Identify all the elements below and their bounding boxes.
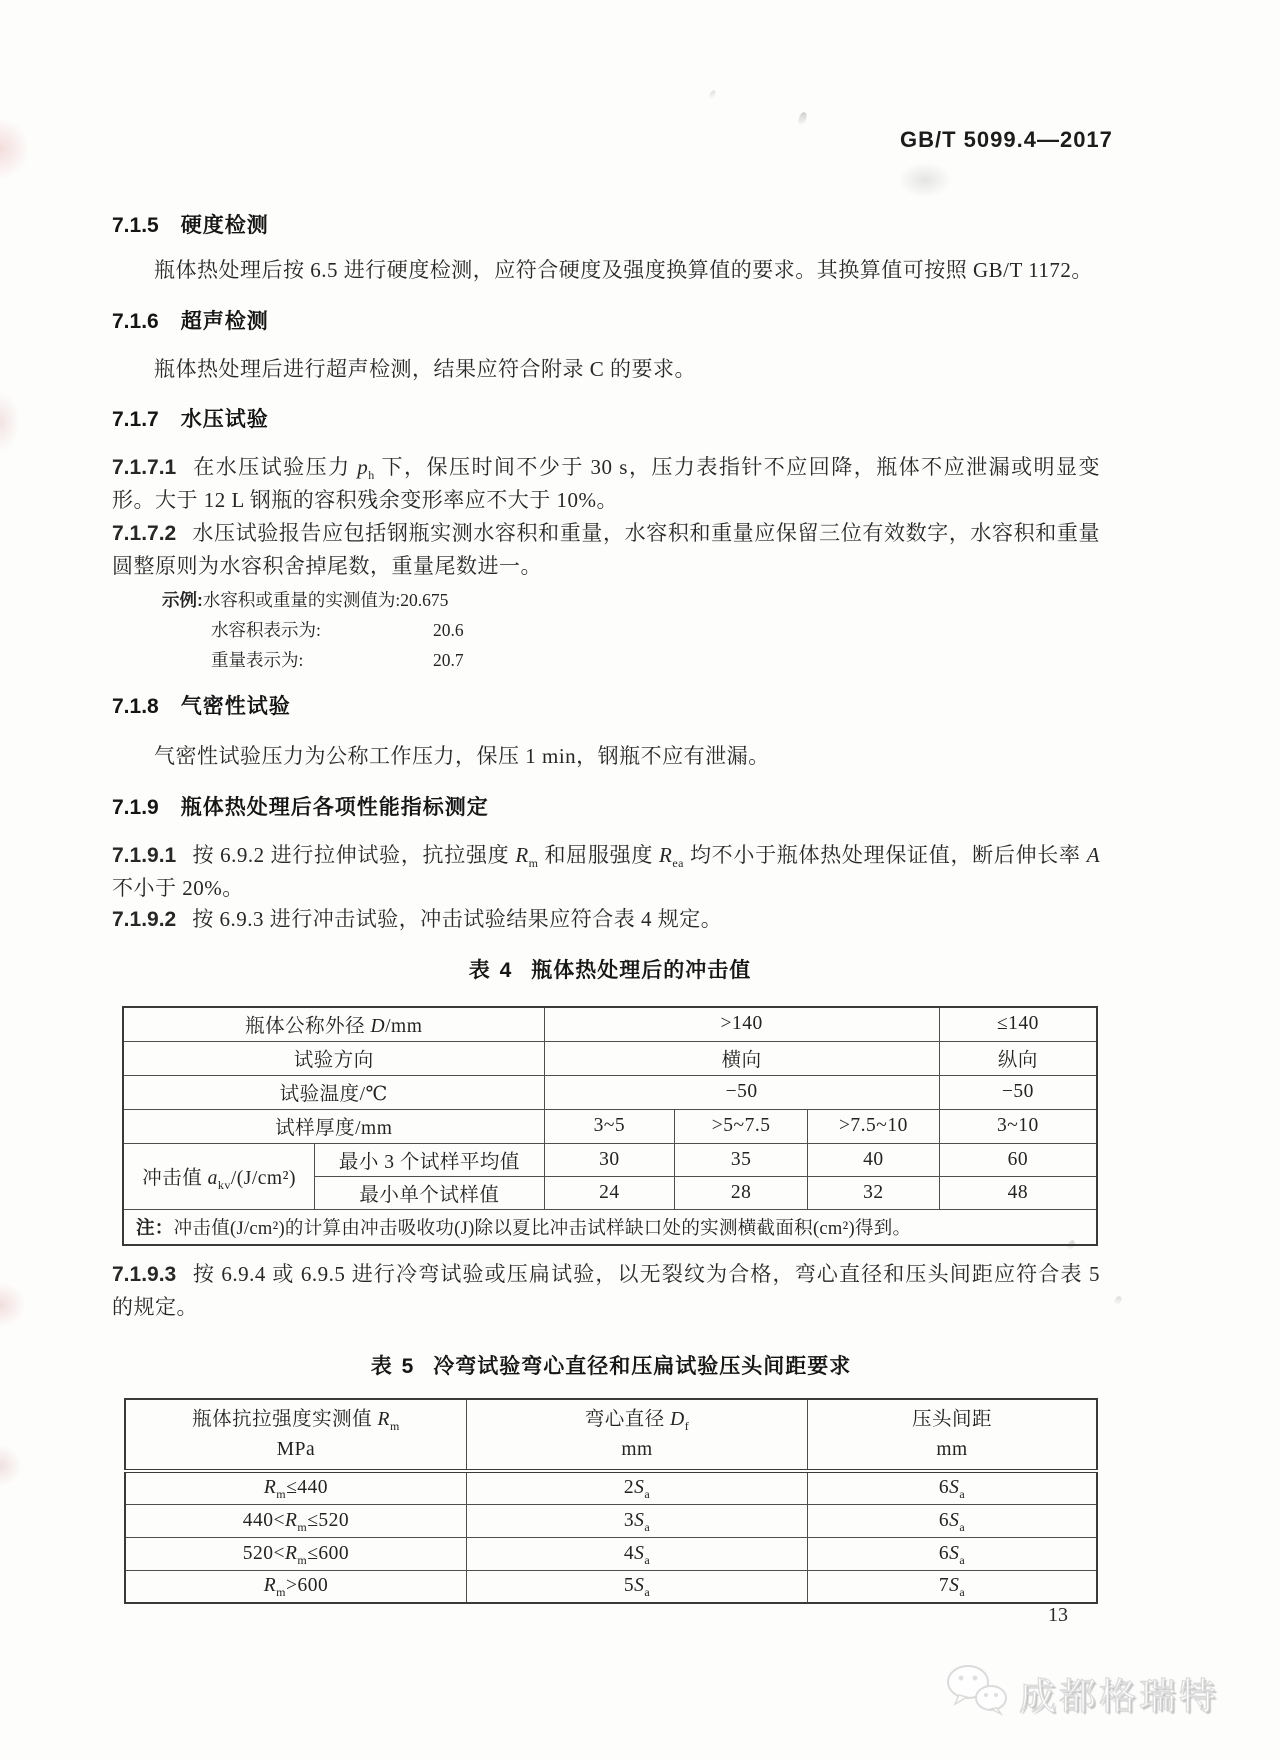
table-cell: 最小单个试样值 xyxy=(315,1176,544,1209)
table-4 xyxy=(122,1006,1098,1246)
clause-number: 7.1.7.2 xyxy=(112,522,177,545)
table-cell xyxy=(466,1399,807,1471)
symbol-italic: S xyxy=(634,1542,645,1564)
symbol-italic: A xyxy=(1086,843,1101,867)
paragraph-7-1-5 xyxy=(112,254,1100,286)
example-line xyxy=(112,585,1100,615)
scan-artifact xyxy=(0,1445,22,1487)
paragraph-text: 按 6.9.4 或 6.9.5 进行冷弯试验或压扁试验，以无裂纹为合格，弯心直径和压头间距应符合表 5 的规定。 xyxy=(112,1262,1100,1319)
paragraph-text: 在水压试验压力 xyxy=(192,455,358,479)
watermark-text: 成都格瑞特 xyxy=(1019,1676,1219,1718)
table-cell xyxy=(125,1504,466,1537)
clause-number: 7.1.7.1 xyxy=(112,456,177,479)
table-row xyxy=(123,1143,1097,1176)
table-cell: 试验温度/℃ xyxy=(123,1075,544,1109)
section-7-1-7-heading xyxy=(112,403,269,433)
table-cell: 60 xyxy=(939,1143,1097,1176)
heading-text: 硬度检测 xyxy=(180,214,269,237)
subscript: ea xyxy=(672,856,684,871)
table-cell xyxy=(123,1143,315,1209)
watermark xyxy=(945,1662,1219,1723)
table-cell xyxy=(808,1570,1097,1603)
table-cell xyxy=(808,1537,1097,1570)
table-cell xyxy=(466,1504,807,1537)
clause-number: 7.1.5 xyxy=(112,214,159,237)
example-line xyxy=(112,645,1100,675)
example-text: 重量表示为: xyxy=(211,650,304,670)
scan-artifact xyxy=(1113,1295,1123,1306)
scan-artifact xyxy=(708,89,716,99)
heading-text: 超声检测 xyxy=(180,310,269,333)
subscript: m xyxy=(389,1418,400,1433)
table-cell: 试验方向 xyxy=(123,1041,544,1075)
cell-text: 4 xyxy=(623,1542,635,1564)
paragraph-7-1-8 xyxy=(112,740,1100,772)
table-title-text: 瓶体热处理后的冲击值 xyxy=(531,959,752,982)
table-cell: 3~10 xyxy=(939,1109,1097,1143)
table-cell xyxy=(808,1471,1097,1504)
paragraph-text: 不小于 20%。 xyxy=(112,876,244,900)
table-cell: −50 xyxy=(939,1075,1097,1109)
subscript: m xyxy=(297,1519,308,1534)
subscript: m xyxy=(528,856,539,871)
subscript: h xyxy=(368,468,375,483)
heading-text: 瓶体热处理后各项性能指标测定 xyxy=(180,796,489,819)
table-cell xyxy=(125,1471,466,1504)
subscript: a xyxy=(959,1519,966,1534)
example-block xyxy=(112,585,1100,675)
symbol-italic: a xyxy=(207,1168,218,1189)
table-cell: 纵向 xyxy=(939,1041,1097,1075)
symbol-italic: S xyxy=(634,1477,645,1499)
symbol-italic: R xyxy=(659,843,673,867)
symbol-italic: S xyxy=(634,1509,645,1531)
symbol-italic: S xyxy=(949,1509,960,1531)
subscript: m xyxy=(276,1585,286,1600)
table-row xyxy=(123,1041,1097,1075)
heading-text: 气密性试验 xyxy=(180,695,291,718)
example-text: 水容积表示为: xyxy=(211,620,321,640)
symbol-italic: p xyxy=(357,455,369,479)
table-4-title xyxy=(122,954,1098,984)
subscript: a xyxy=(644,1585,651,1600)
heading-text: 水压试验 xyxy=(180,408,269,431)
subscript: a xyxy=(644,1552,651,1567)
table-cell: 试样厚度/mm xyxy=(123,1109,544,1143)
paragraph-text: 瓶体热处理后按 6.5 进行硬度检测，应符合硬度及强度换算值的要求。其换算值可按照 GB/T 1172。 xyxy=(154,258,1093,282)
clause-number: 7.1.9.3 xyxy=(112,1263,177,1286)
section-7-1-6-heading xyxy=(112,305,269,335)
subscript: m xyxy=(276,1487,287,1502)
table-row xyxy=(123,1075,1097,1109)
header-unit: mm xyxy=(936,1438,968,1460)
table-row xyxy=(125,1504,1097,1537)
table-label: 表 4 xyxy=(468,959,514,982)
table-cell: 28 xyxy=(675,1176,808,1209)
note-text: 冲击值(J/cm²)的计算由冲击吸收功(J)除以夏比冲击试样缺口处的实测横截面积(cm²)得到。 xyxy=(173,1218,912,1239)
table-cell xyxy=(808,1399,1097,1471)
table-cell: ≤140 xyxy=(939,1007,1097,1041)
scan-artifact xyxy=(898,162,952,198)
subscript: a xyxy=(644,1487,651,1502)
symbol-italic: D xyxy=(670,1408,685,1430)
section-7-1-9-heading xyxy=(112,791,489,821)
cell-text: 520< xyxy=(242,1542,285,1564)
header-line xyxy=(130,1405,462,1435)
table-cell: >140 xyxy=(544,1007,939,1041)
table-cell: 32 xyxy=(808,1176,940,1209)
clause-number: 7.1.9 xyxy=(112,796,159,819)
cell-text: 5 xyxy=(623,1575,635,1597)
table-row xyxy=(123,1007,1097,1041)
table-5 xyxy=(124,1398,1098,1604)
table-cell: 40 xyxy=(808,1143,940,1176)
example-value: 20.7 xyxy=(433,650,464,670)
cell-text: 6 xyxy=(938,1542,950,1564)
table-cell xyxy=(466,1570,807,1603)
subscript: a xyxy=(959,1585,966,1600)
cell-text: 6 xyxy=(938,1477,950,1499)
table-cell xyxy=(466,1471,807,1504)
table-note xyxy=(123,1209,1097,1245)
header-line xyxy=(471,1405,803,1435)
table-row xyxy=(125,1471,1097,1504)
table-cell: −50 xyxy=(544,1075,939,1109)
header-unit: mm xyxy=(621,1438,653,1460)
scan-artifact xyxy=(0,392,20,452)
example-value: 20.675 xyxy=(400,590,449,610)
paragraph-text: 均不小于瓶体热处理保证值，断后伸长率 xyxy=(683,843,1087,867)
symbol-italic: S xyxy=(949,1542,960,1564)
paragraph-7-1-9-3 xyxy=(112,1258,1100,1323)
paragraph-text: 瓶体热处理后进行超声检测，结果应符合附录 C 的要求。 xyxy=(154,357,697,381)
table-cell: 3~5 xyxy=(544,1109,675,1143)
paragraph-7-1-9-1 xyxy=(112,839,1100,904)
paragraph-text: 按 6.9.3 进行冲击试验，冲击试验结果应符合表 4 规定。 xyxy=(192,907,723,931)
table-cell xyxy=(466,1537,807,1570)
doc-number: GB/T 5099.4—2017 xyxy=(900,127,1113,152)
clause-number: 7.1.8 xyxy=(112,695,159,718)
table-cell xyxy=(125,1399,466,1471)
cell-text: 6 xyxy=(938,1509,950,1531)
paragraph-text: 气密性试验压力为公称工作压力，保压 1 min，钢瓶不应有泄漏。 xyxy=(154,744,770,768)
header-unit: MPa xyxy=(276,1438,316,1460)
cell-text: 440< xyxy=(242,1509,285,1531)
paragraph-text: 按 6.9.2 进行拉伸试验，抗拉强度 xyxy=(192,843,516,867)
table-cell xyxy=(125,1570,466,1603)
paragraph-7-1-7-1 xyxy=(112,451,1100,516)
table-cell: >5~7.5 xyxy=(675,1109,808,1143)
table-5-title xyxy=(124,1350,1098,1380)
symbol-italic: R xyxy=(284,1509,298,1531)
cell-text: 冲击值 xyxy=(142,1168,208,1189)
cell-text: 瓶体抗拉强度实测值 xyxy=(192,1408,378,1430)
subscript: m xyxy=(297,1552,308,1567)
symbol-italic: R xyxy=(515,843,529,867)
cell-text: ≤600 xyxy=(307,1542,350,1564)
symbol-italic: S xyxy=(949,1477,960,1499)
table-cell xyxy=(808,1504,1097,1537)
cell-text: ≤440 xyxy=(286,1477,329,1499)
paragraph-text: 水压试验报告应包括钢瓶实测水容积和重量，水容积和重量应保留三位有效数字，水容积和重量圆整原则为水容积舍掉尾数，重量尾数进一。 xyxy=(112,521,1100,578)
table-title-text: 冷弯试验弯心直径和压扁试验压头间距要求 xyxy=(433,1355,852,1378)
example-label: 示例: xyxy=(162,590,203,610)
symbol-italic: S xyxy=(634,1575,645,1597)
table-cell: 横向 xyxy=(544,1041,939,1075)
symbol-italic: R xyxy=(377,1408,390,1430)
symbol-italic: R xyxy=(263,1477,277,1499)
cell-text: >600 xyxy=(285,1575,329,1597)
subscript: f xyxy=(684,1418,690,1433)
table-cell: 35 xyxy=(675,1143,808,1176)
cell-text: 弯心直径 xyxy=(584,1408,671,1430)
clause-number: 7.1.9.1 xyxy=(112,844,177,867)
page-number: 13 xyxy=(1048,1604,1068,1626)
symbol-italic: D xyxy=(370,1016,386,1038)
subscript: kv xyxy=(217,1177,231,1192)
table-cell: >7.5~10 xyxy=(808,1109,940,1143)
symbol-italic: R xyxy=(263,1575,277,1597)
note-label: 注： xyxy=(136,1216,174,1238)
scan-artifact xyxy=(797,111,808,126)
paragraph-7-1-9-2 xyxy=(112,903,1100,936)
table-row xyxy=(125,1570,1097,1603)
cell-text: 2 xyxy=(623,1477,635,1499)
example-value: 20.6 xyxy=(433,620,464,640)
table-cell: 最小 3 个试样平均值 xyxy=(315,1143,544,1176)
section-7-1-5-heading xyxy=(112,209,269,239)
clause-number: 7.1.7 xyxy=(112,408,159,431)
table-cell: 48 xyxy=(939,1176,1097,1209)
scan-artifact xyxy=(0,118,30,180)
cell-text: 7 xyxy=(938,1575,950,1597)
example-line xyxy=(112,615,1100,645)
cell-text: /mm xyxy=(385,1016,423,1038)
cell-text: ≤520 xyxy=(307,1509,350,1531)
symbol-italic: R xyxy=(284,1542,298,1564)
subscript: a xyxy=(959,1552,966,1567)
header-line: 压头间距 xyxy=(912,1408,993,1430)
cell-text: /(J/cm²) xyxy=(230,1168,296,1189)
section-7-1-8-heading xyxy=(112,690,291,720)
table-row xyxy=(123,1209,1097,1245)
cell-text: 瓶体公称外径 xyxy=(245,1016,371,1038)
scan-artifact xyxy=(0,1282,26,1328)
table-cell xyxy=(123,1007,544,1041)
example-text: 水容积或重量的实测值为: xyxy=(202,590,401,610)
symbol-italic: S xyxy=(949,1575,960,1597)
table-cell: 30 xyxy=(544,1143,675,1176)
paragraph-text: 下，保压时间不少于 30 s，压力表指针不应回降，瓶体不应泄漏或明显变形。大于 12 L 钢瓶的容积残余变形率应不大于 10%。 xyxy=(112,455,1101,512)
wechat-icon xyxy=(945,1662,1009,1723)
subscript: a xyxy=(644,1519,651,1534)
table-label: 表 5 xyxy=(370,1355,416,1378)
table-cell xyxy=(125,1537,466,1570)
paragraph-7-1-7-2 xyxy=(112,517,1100,582)
table-row xyxy=(125,1399,1097,1471)
paragraph-text: 和屈服强度 xyxy=(538,843,659,867)
cell-text: 3 xyxy=(623,1509,635,1531)
subscript: a xyxy=(959,1487,966,1502)
clause-number: 7.1.6 xyxy=(112,310,159,333)
table-row xyxy=(125,1537,1097,1570)
paragraph-7-1-6 xyxy=(112,353,1100,385)
clause-number: 7.1.9.2 xyxy=(112,908,177,931)
table-row xyxy=(123,1109,1097,1143)
table-cell: 24 xyxy=(544,1176,675,1209)
